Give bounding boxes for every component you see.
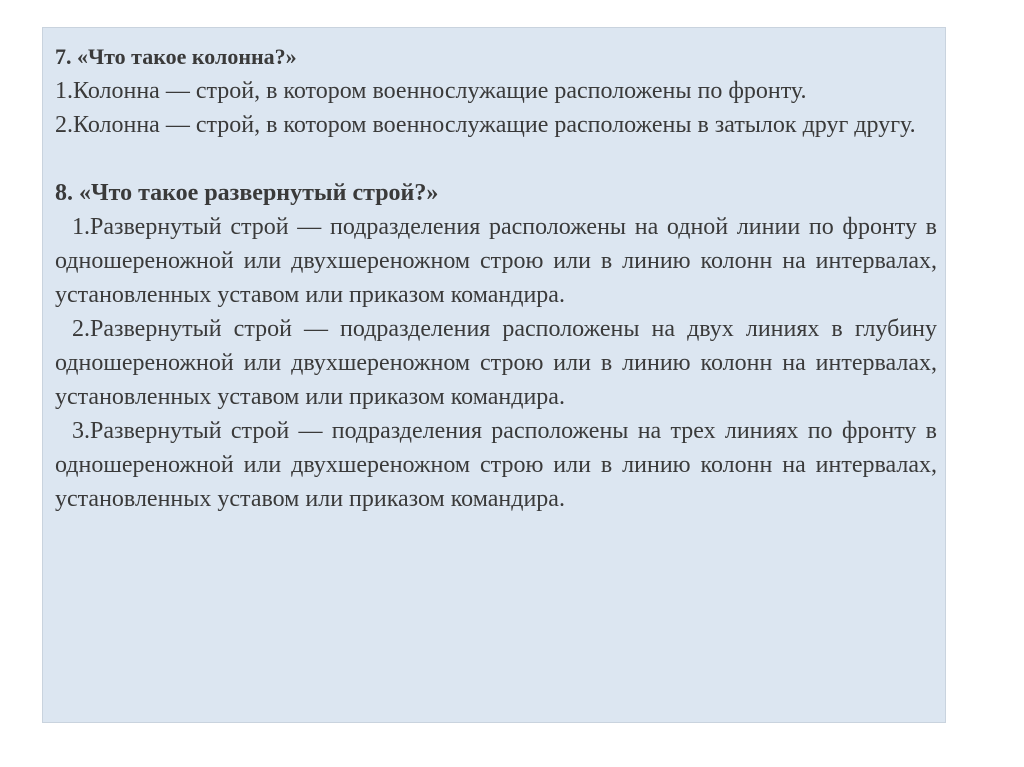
quiz-text-block (55, 40, 937, 516)
question-8-answer-2: 2.Развернутый строй — подразделения расположены на двух линиях в глубину одношереножной или двухшереножном строю или в линию колонн на интервалах, установленных уставом или приказом командира. (55, 316, 937, 410)
question-7-title: 7. «Что такое колонна?» (55, 44, 297, 69)
slide-content-panel (42, 27, 946, 723)
question-8-title: 8. «Что такое развернутый строй?» (55, 180, 439, 206)
spacer (55, 142, 937, 176)
question-8-answer-3: 3.Развернутый строй — подразделения расположены на трех линиях по фронту в одношереножной или двухшереножном строю или в линию колонн на интервалах, установленных уставом или приказом командира. (55, 418, 937, 512)
question-7-answer-1: 1.Колонна — строй, в котором военнослужащие расположены по фронту. (55, 78, 807, 104)
question-8-answer-1: 1.Развернутый строй — подразделения расположены на одной линии по фронту в одношереножной или двухшереножном строю или в линию колонн на интервалах, установленных уставом или приказом командира. (55, 214, 937, 308)
question-7-answer-2: 2.Колонна — строй, в котором военнослужащие расположены в затылок друг другу. (55, 112, 916, 138)
